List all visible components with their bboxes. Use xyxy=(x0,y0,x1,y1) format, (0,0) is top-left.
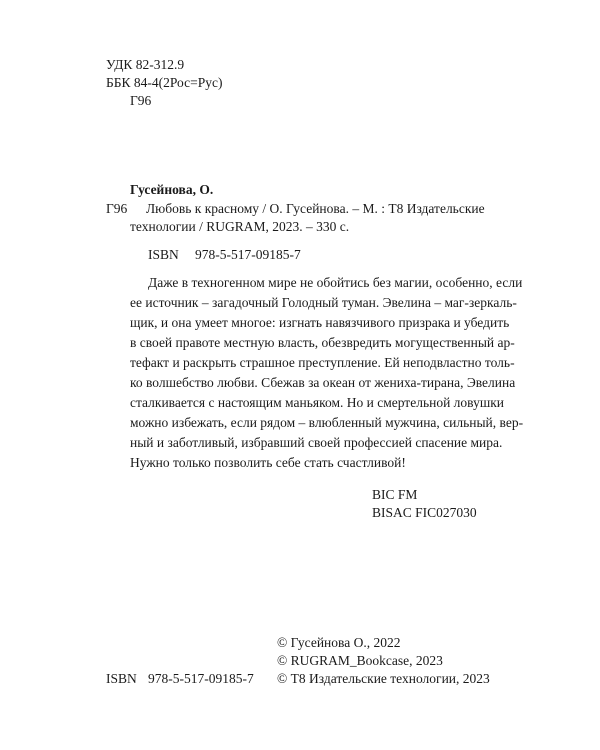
annotation-line: ко волшебство любви. Сбежав за океан от жениха-тирана, Эвелина xyxy=(130,375,516,390)
annotation-line: ее источник – загадочный Голодный туман. Эвелина – маг-зеркаль- xyxy=(130,295,517,310)
footer-isbn-label: ISBN xyxy=(106,671,137,686)
udk-code: УДК 82-312.9 xyxy=(106,57,185,72)
author-heading: Гусейнова, О. xyxy=(130,182,214,197)
footer-isbn-number: 978-5-517-09185-7 xyxy=(148,671,254,686)
author-sign-entry: Г96 xyxy=(106,201,128,216)
annotation-line: тефакт и раскрыть страшное преступление. Ей неподвластно толь- xyxy=(130,355,515,370)
annotation-line: Нужно только позволить себе стать счастливой! xyxy=(130,455,406,470)
annotation-line: сталкивается с настоящим маньяком. Но и смертельной ловушки xyxy=(130,395,504,410)
annotation-line: ный и заботливый, избравший своей профессией спасение мира. xyxy=(130,435,503,450)
bibliographic-description-line-2: технологии / RUGRAM, 2023. – 330 с. xyxy=(130,219,350,234)
copyright-author: © Гусейнова О., 2022 xyxy=(277,635,401,650)
copyright-rugram: © RUGRAM_Bookcase, 2023 xyxy=(277,653,443,668)
annotation-line: в своей правоте местную власть, обезвредить могущественный ар- xyxy=(130,335,515,350)
annotation-line: можно избежать, если рядом – влюбленный мужчина, сильный, вер- xyxy=(130,415,524,430)
bisac-code: BISAC FIC027030 xyxy=(372,505,477,520)
annotation-line: Даже в техногенном мире не обойтись без магии, особенно, если xyxy=(148,275,523,290)
isbn-number: 978-5-517-09185-7 xyxy=(195,247,301,262)
isbn-label: ISBN xyxy=(148,247,179,262)
annotation-line: щик, и она умеет многое: изгнать навязчивого призрака и убедить xyxy=(130,315,510,330)
author-sign-top: Г96 xyxy=(130,93,152,108)
bbk-code: ББК 84-4(2Рос=Рус) xyxy=(106,75,223,90)
bibliographic-description-line-1: Любовь к красному / О. Гусейнова. – М. : Т8 Издательские xyxy=(146,201,485,216)
annotation-paragraph xyxy=(130,273,524,473)
bic-code: BIC FM xyxy=(372,487,418,502)
copyright-t8: © Т8 Издательские технологии, 2023 xyxy=(277,671,490,686)
